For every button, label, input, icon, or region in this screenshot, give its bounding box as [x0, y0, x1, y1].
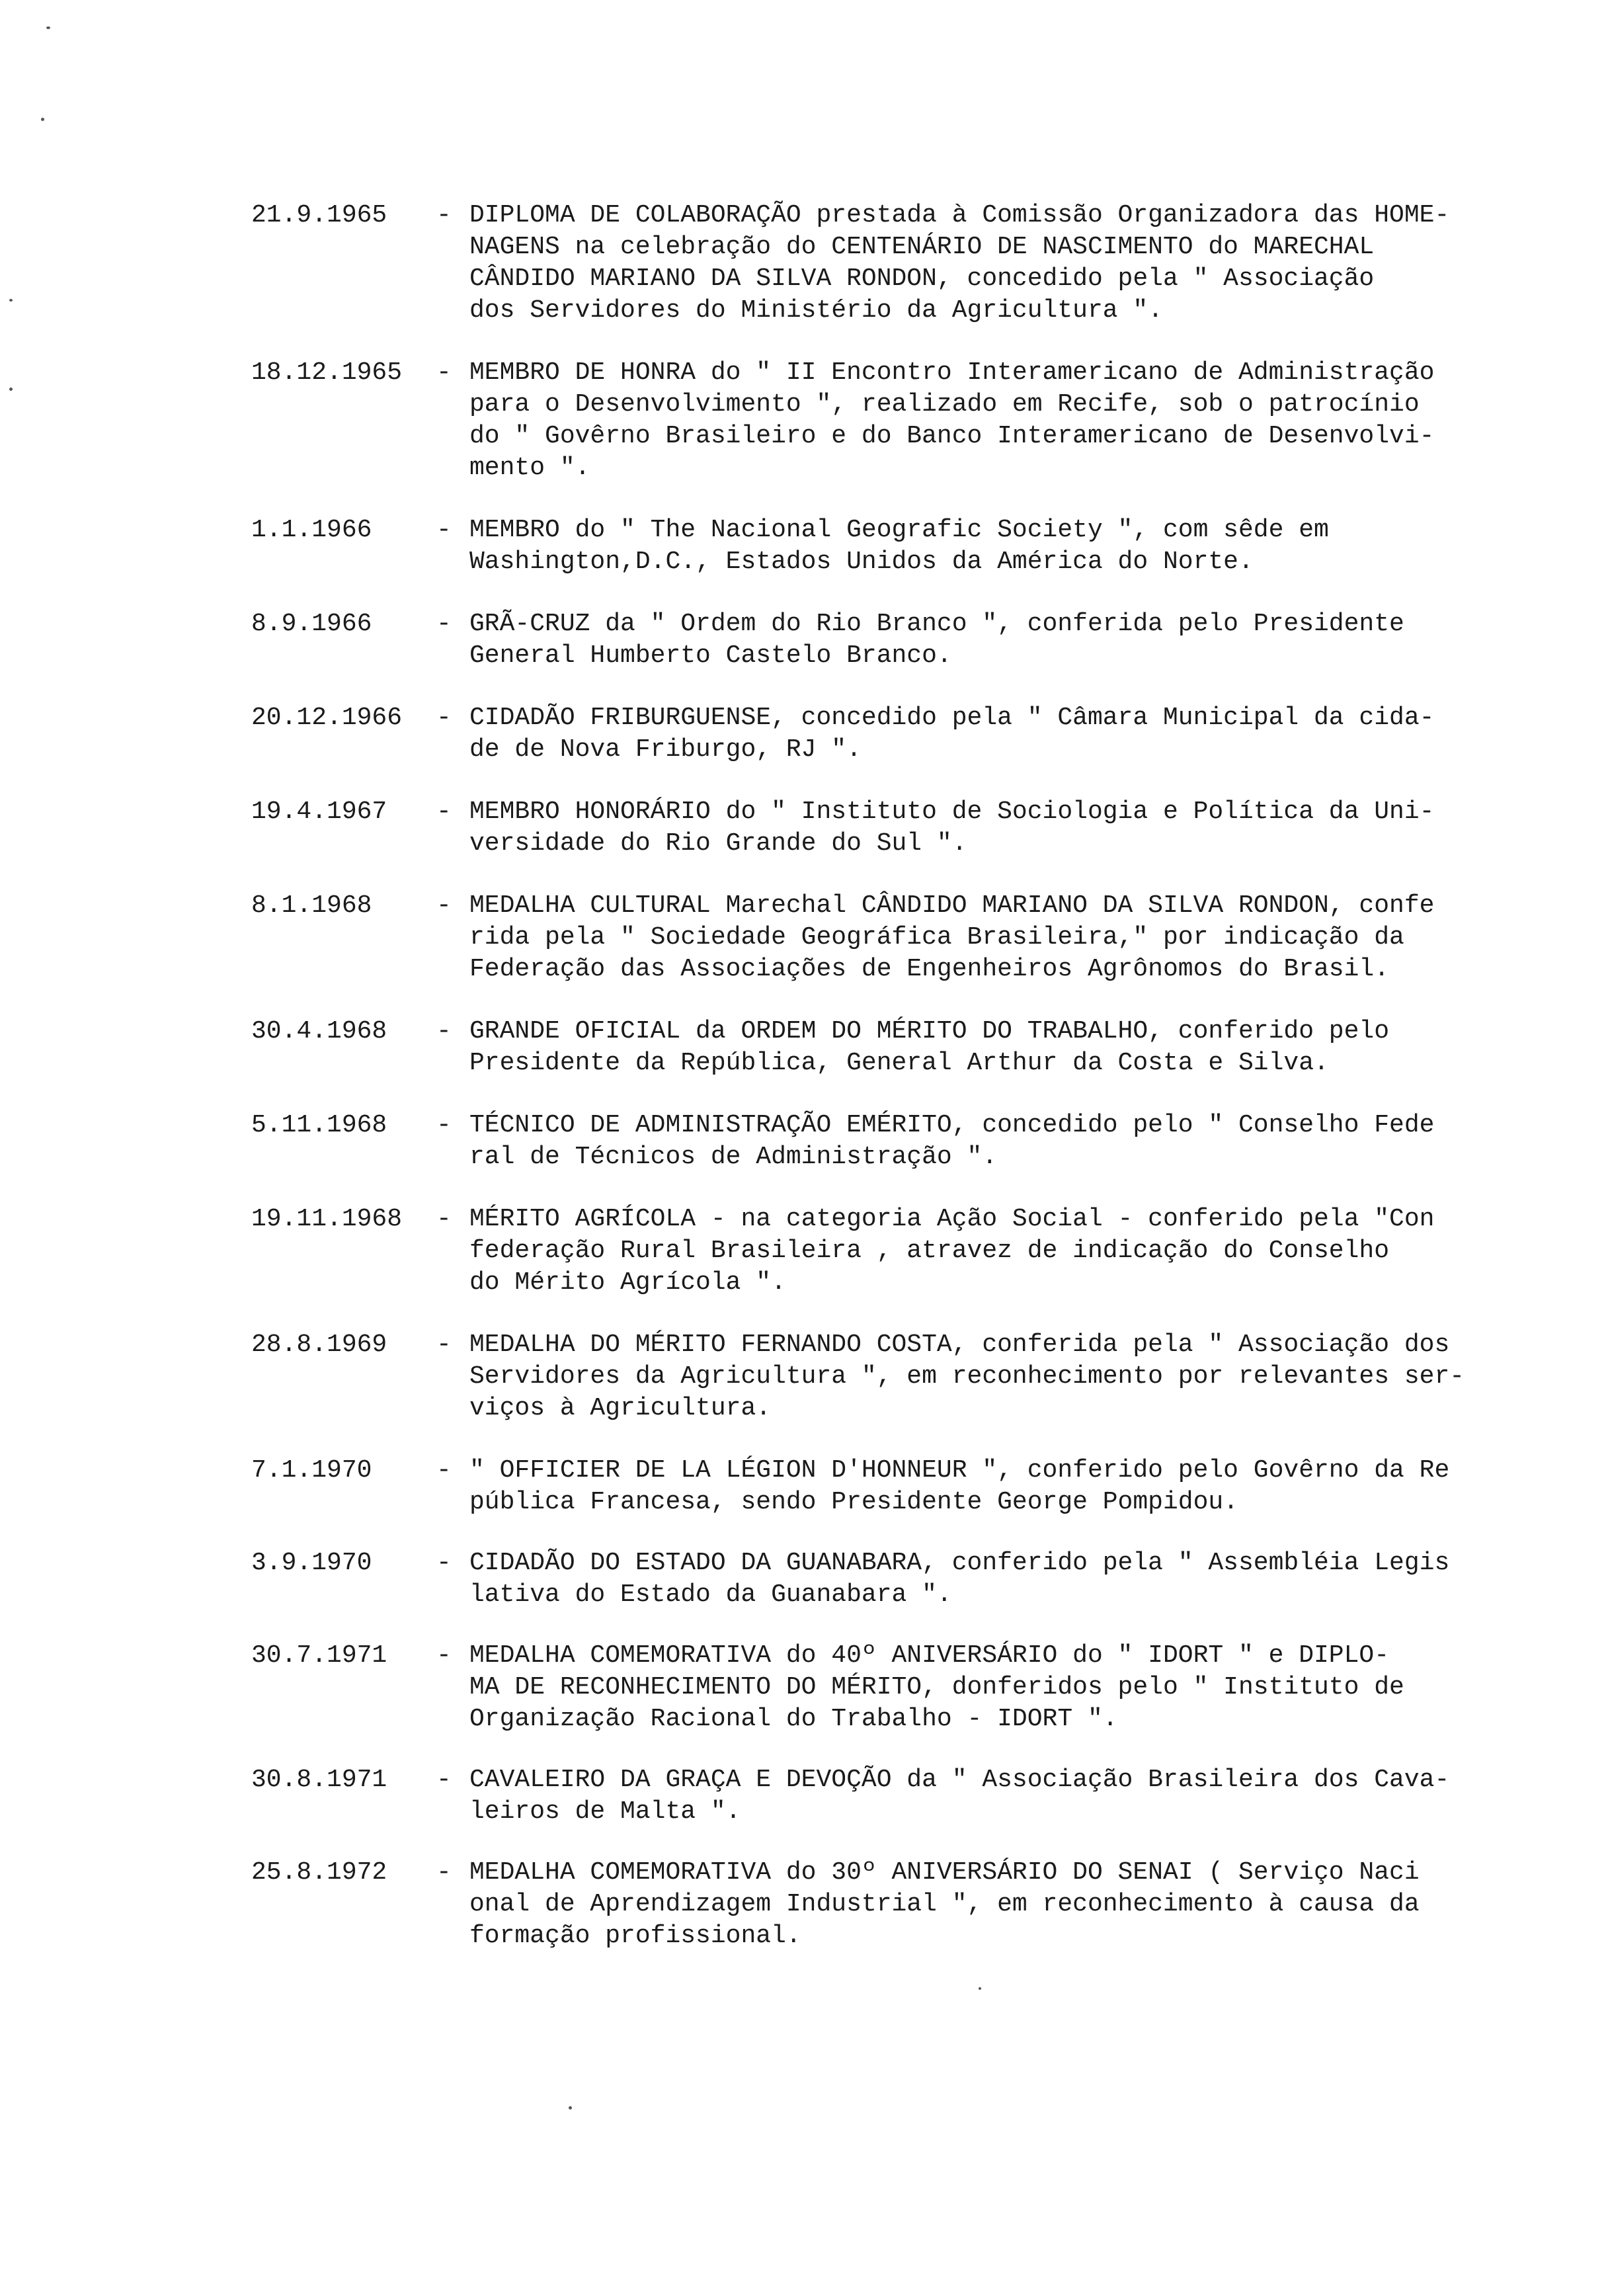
entry-text-line: Presidente da República, General Arthur da Costa e Silva. — [469, 1049, 1329, 1077]
entry-text-line: CIDADÃO DO ESTADO DA GUANABARA, conferido pela " Assembléia Legis — [469, 1549, 1450, 1577]
entry-dash: - — [436, 1331, 452, 1359]
entry-dash: - — [436, 798, 452, 826]
entry-dash: - — [436, 1766, 452, 1794]
entry-text-line: do Mérito Agrícola ". — [469, 1268, 786, 1297]
entry-text-line: viços à Agricultura. — [469, 1394, 772, 1422]
entry-text-line: para o Desenvolvimento ", realizado em Recife, sob o patrocínio — [469, 390, 1420, 419]
entry-text-line: de de Nova Friburgo, RJ ". — [469, 735, 862, 764]
entry-dash: - — [436, 201, 452, 229]
entry-text — [469, 1547, 1488, 1611]
honor-entry — [251, 514, 1547, 578]
honor-entry — [251, 702, 1547, 766]
entry-text-line: MEMBRO DE HONRA do " II Encontro Interamericano de Administração — [469, 358, 1435, 387]
honor-entry — [251, 357, 1547, 484]
honor-entry — [251, 1857, 1547, 1952]
entry-text-line: " OFFICIER DE LA LÉGION D'HONNEUR ", conferido pelo Govêrno da Re — [469, 1456, 1450, 1485]
honors-list — [251, 200, 1547, 1981]
entry-dash: - — [436, 516, 452, 544]
entry-text-line: Federação das Associações de Engenheiros Agrônomos do Brasil. — [469, 955, 1390, 983]
entry-date: 30.8.1971 — [251, 1766, 387, 1794]
entry-dash: - — [436, 1858, 452, 1887]
entry-text-line: Washington,D.C., Estados Unidos da América do Norte. — [469, 548, 1254, 576]
honor-entry — [251, 1204, 1547, 1299]
entry-text-line: formação profissional. — [469, 1922, 801, 1950]
entry-text — [469, 702, 1488, 766]
entry-text-line: mento ". — [469, 454, 590, 482]
honor-entry — [251, 1640, 1547, 1735]
entry-text-line: do " Govêrno Brasileiro e do Banco Interamericano de Desenvolvi- — [469, 422, 1435, 450]
entry-text-line: MEDALHA DO MÉRITO FERNANDO COSTA, conferida pela " Associação dos — [469, 1331, 1450, 1359]
entry-text-line: Organização Racional do Trabalho - IDORT ". — [469, 1705, 1118, 1733]
entry-text-line: leiros de Malta ". — [469, 1797, 741, 1826]
entry-text-line: ral de Técnicos de Administração ". — [469, 1143, 998, 1171]
entry-date: 20.12.1966 — [251, 704, 403, 732]
entry-dash: - — [436, 1549, 452, 1577]
entry-text-line: versidade do Rio Grande do Sul ". — [469, 829, 967, 858]
entry-text-line: lativa do Estado da Guanabara ". — [469, 1580, 952, 1609]
entry-text — [469, 608, 1488, 672]
entry-date: 19.4.1967 — [251, 798, 387, 826]
entry-text-line: MÉRITO AGRÍCOLA - na categoria Ação Social - conferido pela "Con — [469, 1205, 1435, 1233]
honor-entry — [251, 1455, 1547, 1518]
entry-dash: - — [436, 610, 452, 638]
scan-speck — [979, 1987, 981, 1990]
honor-entry — [251, 1764, 1547, 1828]
entry-text — [469, 200, 1488, 327]
entry-date: 21.9.1965 — [251, 201, 387, 229]
entry-text-line: rida pela " Sociedade Geográfica Brasileira," por indicação da — [469, 923, 1404, 952]
entry-date: 28.8.1969 — [251, 1331, 387, 1359]
entry-text-line: Servidores da Agricultura ", em reconhecimento por relevantes ser- — [469, 1362, 1465, 1391]
entry-dash: - — [436, 1205, 452, 1233]
entry-text-line: MA DE RECONHECIMENTO DO MÉRITO, donferidos pelo " Instituto de — [469, 1673, 1404, 1702]
entry-date: 19.11.1968 — [251, 1205, 403, 1233]
entry-text-line: CÂNDIDO MARIANO DA SILVA RONDON, concedido pela " Associação — [469, 265, 1375, 293]
honor-entry — [251, 1016, 1547, 1079]
entry-text-line: onal de Aprendizagem Industrial ", em reconhecimento à causa da — [469, 1890, 1420, 1918]
entry-text — [469, 357, 1488, 484]
entry-text — [469, 796, 1488, 860]
entry-text-line: CAVALEIRO DA GRAÇA E DEVOÇÃO da " Associação Brasileira dos Cava- — [469, 1766, 1450, 1794]
entry-dash: - — [436, 1017, 452, 1046]
entry-date: 7.1.1970 — [251, 1456, 372, 1485]
entry-date: 30.4.1968 — [251, 1017, 387, 1046]
entry-dash: - — [436, 1456, 452, 1485]
entry-text — [469, 514, 1488, 578]
honor-entry — [251, 890, 1547, 985]
honor-entry — [251, 608, 1547, 672]
honor-entry — [251, 1329, 1547, 1424]
scan-speck — [569, 2106, 572, 2110]
entry-date: 25.8.1972 — [251, 1858, 387, 1887]
entry-text-line: DIPLOMA DE COLABORAÇÃO prestada à Comissão Organizadora das HOME- — [469, 201, 1450, 229]
entry-text — [469, 1204, 1488, 1299]
entry-date: 18.12.1965 — [251, 358, 403, 387]
entry-date: 5.11.1968 — [251, 1111, 387, 1139]
honor-entry — [251, 796, 1547, 860]
entry-text-line: dos Servidores do Ministério da Agricultura ". — [469, 296, 1163, 325]
entry-dash: - — [436, 1641, 452, 1670]
honor-entry — [251, 1110, 1547, 1173]
entry-date: 30.7.1971 — [251, 1641, 387, 1670]
entry-text-line: MEMBRO HONORÁRIO do " Instituto de Sociologia e Política da Uni- — [469, 798, 1435, 826]
entry-date: 8.1.1968 — [251, 891, 372, 920]
honor-entry — [251, 1547, 1547, 1611]
entry-text-line: MEDALHA COMEMORATIVA do 30º ANIVERSÁRIO DO SENAI ( Serviço Naci — [469, 1858, 1420, 1887]
entry-text-line: federação Rural Brasileira , atravez de indicação do Conselho — [469, 1237, 1390, 1265]
entry-text-line: MEMBRO do " The Nacional Geografic Society ", com sêde em — [469, 516, 1329, 544]
honor-entry — [251, 200, 1547, 327]
scan-speck — [9, 299, 13, 302]
entry-dash: - — [436, 891, 452, 920]
entry-date: 1.1.1966 — [251, 516, 372, 544]
entry-dash: - — [436, 704, 452, 732]
entry-text — [469, 1764, 1488, 1828]
entry-text — [469, 1857, 1488, 1952]
entry-text-line: GRÃ-CRUZ da " Ordem do Rio Branco ", conferida pelo Presidente — [469, 610, 1404, 638]
entry-text-line: CIDADÃO FRIBURGUENSE, concedido pela " Câmara Municipal da cida- — [469, 704, 1435, 732]
entry-text-line: pública Francesa, sendo Presidente George Pompidou. — [469, 1488, 1238, 1516]
entry-text — [469, 1640, 1488, 1735]
entry-text — [469, 1016, 1488, 1079]
entry-text-line: General Humberto Castelo Branco. — [469, 641, 952, 670]
entry-text — [469, 1455, 1488, 1518]
entry-text — [469, 1110, 1488, 1173]
scan-speck — [41, 118, 44, 121]
entry-text — [469, 1329, 1488, 1424]
entry-dash: - — [436, 358, 452, 387]
entry-text-line: GRANDE OFICIAL da ORDEM DO MÉRITO DO TRABALHO, conferido pelo — [469, 1017, 1390, 1046]
entry-text — [469, 890, 1488, 985]
entry-text-line: MEDALHA CULTURAL Marechal CÂNDIDO MARIANO DA SILVA RONDON, confe — [469, 891, 1435, 920]
entry-date: 3.9.1970 — [251, 1549, 372, 1577]
scan-speck — [46, 26, 50, 29]
entry-text-line: TÉCNICO DE ADMINISTRAÇÃO EMÉRITO, concedido pelo " Conselho Fede — [469, 1111, 1435, 1139]
entry-text-line: MEDALHA COMEMORATIVA do 40º ANIVERSÁRIO do " IDORT " e DIPLO- — [469, 1641, 1390, 1670]
entry-date: 8.9.1966 — [251, 610, 372, 638]
entry-dash: - — [436, 1111, 452, 1139]
entry-text-line: NAGENS na celebração do CENTENÁRIO DE NASCIMENTO do MARECHAL — [469, 233, 1375, 261]
scan-speck — [9, 388, 13, 391]
